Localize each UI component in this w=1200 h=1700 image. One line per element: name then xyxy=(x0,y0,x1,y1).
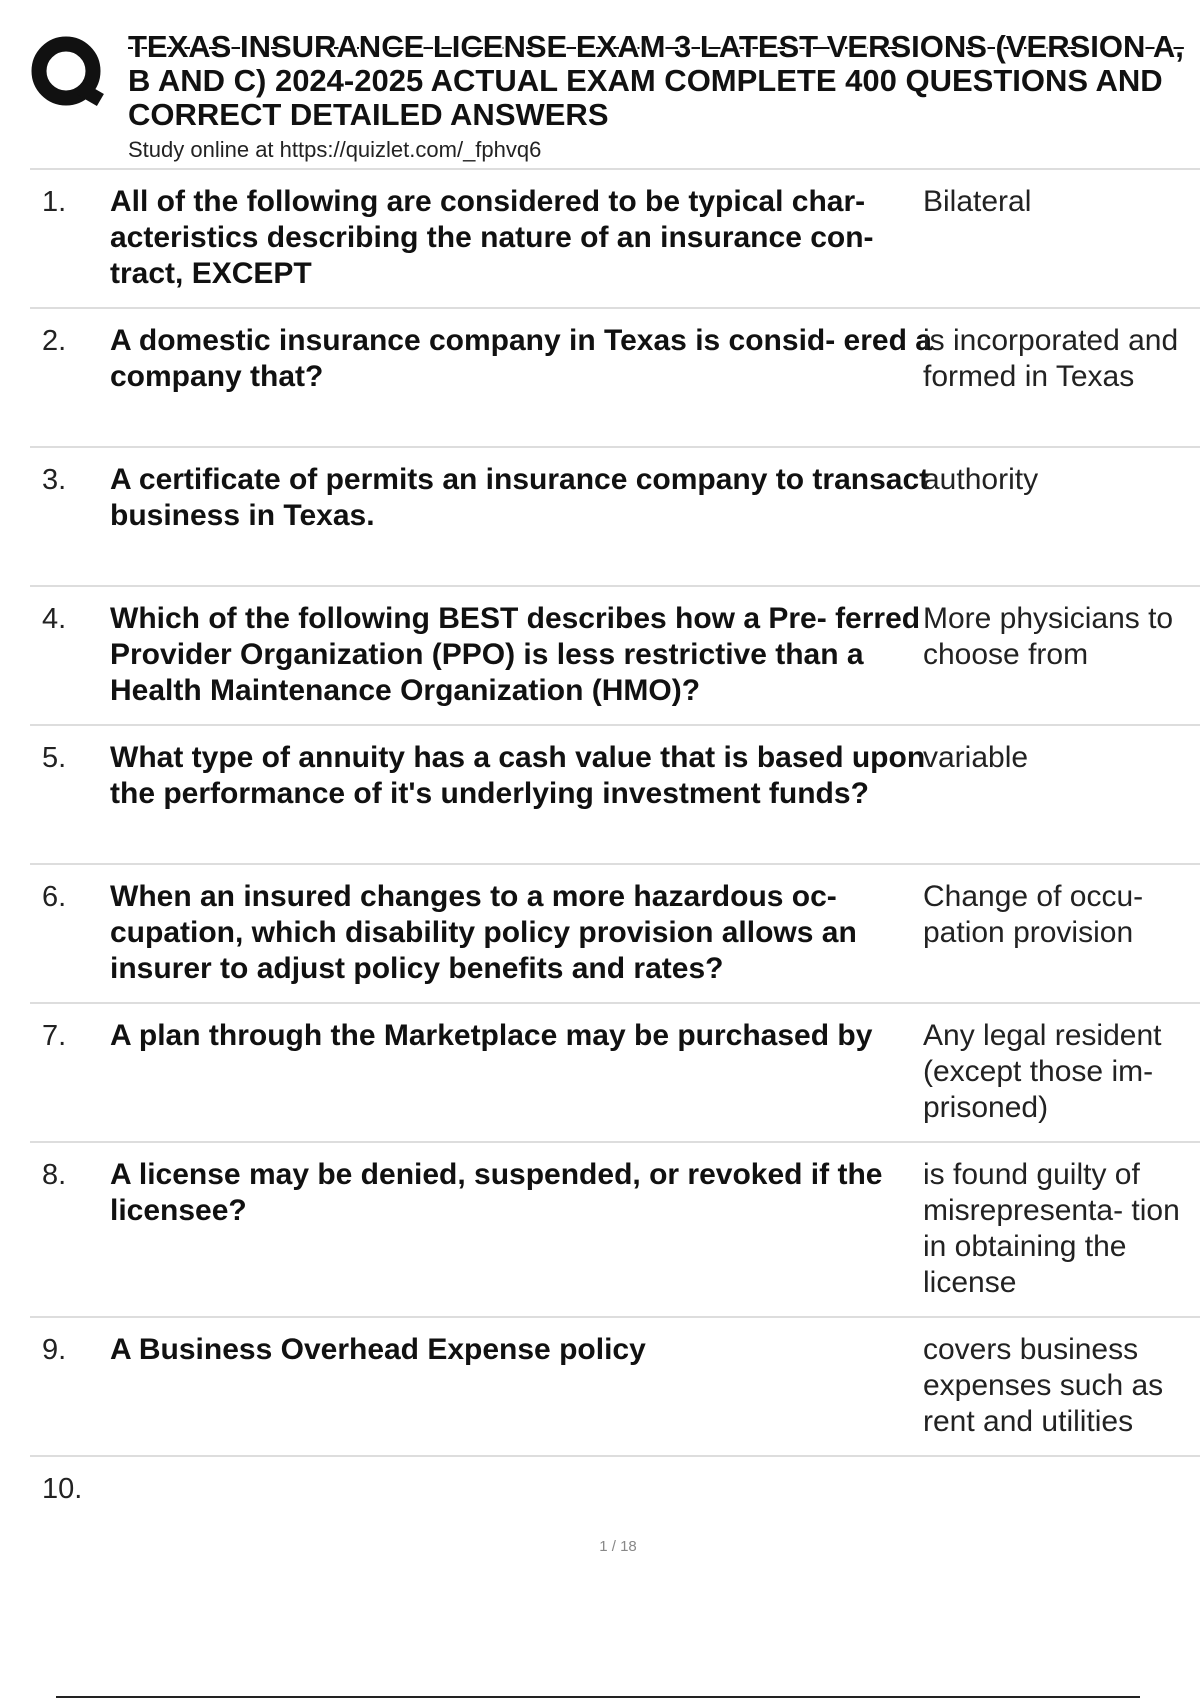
question-term: All of the following are considered to be typical char- acteristics describing the nature of an insurance con- tract, EXCEPT xyxy=(110,185,874,290)
question-number: 6. xyxy=(42,881,67,913)
question-number: 3. xyxy=(42,464,67,496)
bottom-divider xyxy=(56,1696,1140,1698)
answer-definition: Bilateral xyxy=(923,185,1032,218)
table-row xyxy=(30,726,1200,865)
table-row xyxy=(30,1004,1200,1143)
answer-definition: covers business expenses such as rent and utilities xyxy=(923,1333,1164,1438)
title-line-1: TEXAS INSURANCE LICENSE EXAM 3 LATEST VERSIONS (VERSION A, xyxy=(128,29,1184,64)
answer-definition: More physicians to choose from xyxy=(923,602,1174,671)
question-number: 4. xyxy=(42,603,67,635)
answer-definition: is found guilty of misrepresenta- tion in obtaining the license xyxy=(923,1158,1180,1299)
question-term: A license may be denied, suspended, or revoked if the licensee? xyxy=(110,1158,883,1227)
question-term: When an insured changes to a more hazardous oc- cupation, which disability policy provision allows an insurer to adjust policy benefits and rates? xyxy=(110,880,857,985)
answer-definition: Change of occu- pation provision xyxy=(923,880,1144,949)
question-term: What type of annuity has a cash value that is based upon the performance of it's underlying investment funds? xyxy=(110,741,926,810)
answer-definition: Any legal resident (except those im- prisoned) xyxy=(923,1019,1162,1124)
title-line-2: B AND C) 2024-2025 ACTUAL EXAM COMPLETE 400 QUESTIONS AND xyxy=(128,63,1163,98)
question-term: A domestic insurance company in Texas is consid- ered a company that? xyxy=(110,324,932,393)
table-row xyxy=(30,587,1200,726)
qa-table xyxy=(30,168,1200,1527)
table-row xyxy=(30,865,1200,1004)
question-number: 5. xyxy=(42,742,67,774)
question-number: 1. xyxy=(42,186,67,218)
question-term: A certificate of permits an insurance company to transact business in Texas. xyxy=(110,463,930,532)
question-term: A plan through the Marketplace may be purchased by xyxy=(110,1019,873,1052)
question-term: Which of the following BEST describes how a Pre- ferred Provider Organization (PPO) is less restrictive than a Health Maintenance Organization (HMO)? xyxy=(110,602,921,707)
question-number: 9. xyxy=(42,1334,67,1366)
answer-definition: authority xyxy=(923,463,1039,496)
table-row xyxy=(30,1143,1200,1318)
document-title xyxy=(128,30,1200,132)
table-row xyxy=(30,1457,1200,1527)
question-number: 7. xyxy=(42,1020,67,1052)
page-number: 1 / 18 xyxy=(599,1538,637,1555)
question-number: 8. xyxy=(42,1159,67,1191)
table-row xyxy=(30,448,1200,587)
table-row xyxy=(30,309,1200,448)
answer-definition: is incorporated and formed in Texas xyxy=(923,324,1179,393)
question-number: 2. xyxy=(42,325,67,357)
question-number: 10. xyxy=(42,1473,83,1505)
table-row xyxy=(30,1318,1200,1457)
table-row xyxy=(30,170,1200,309)
question-term: A Business Overhead Expense policy xyxy=(110,1333,646,1366)
quizlet-q-logo-icon xyxy=(30,33,106,113)
title-line-3: CORRECT DETAILED ANSWERS xyxy=(128,97,609,132)
study-online-link[interactable]: Study online at https://quizlet.com/_fphvq6 xyxy=(128,137,542,162)
answer-definition: variable xyxy=(923,741,1029,774)
